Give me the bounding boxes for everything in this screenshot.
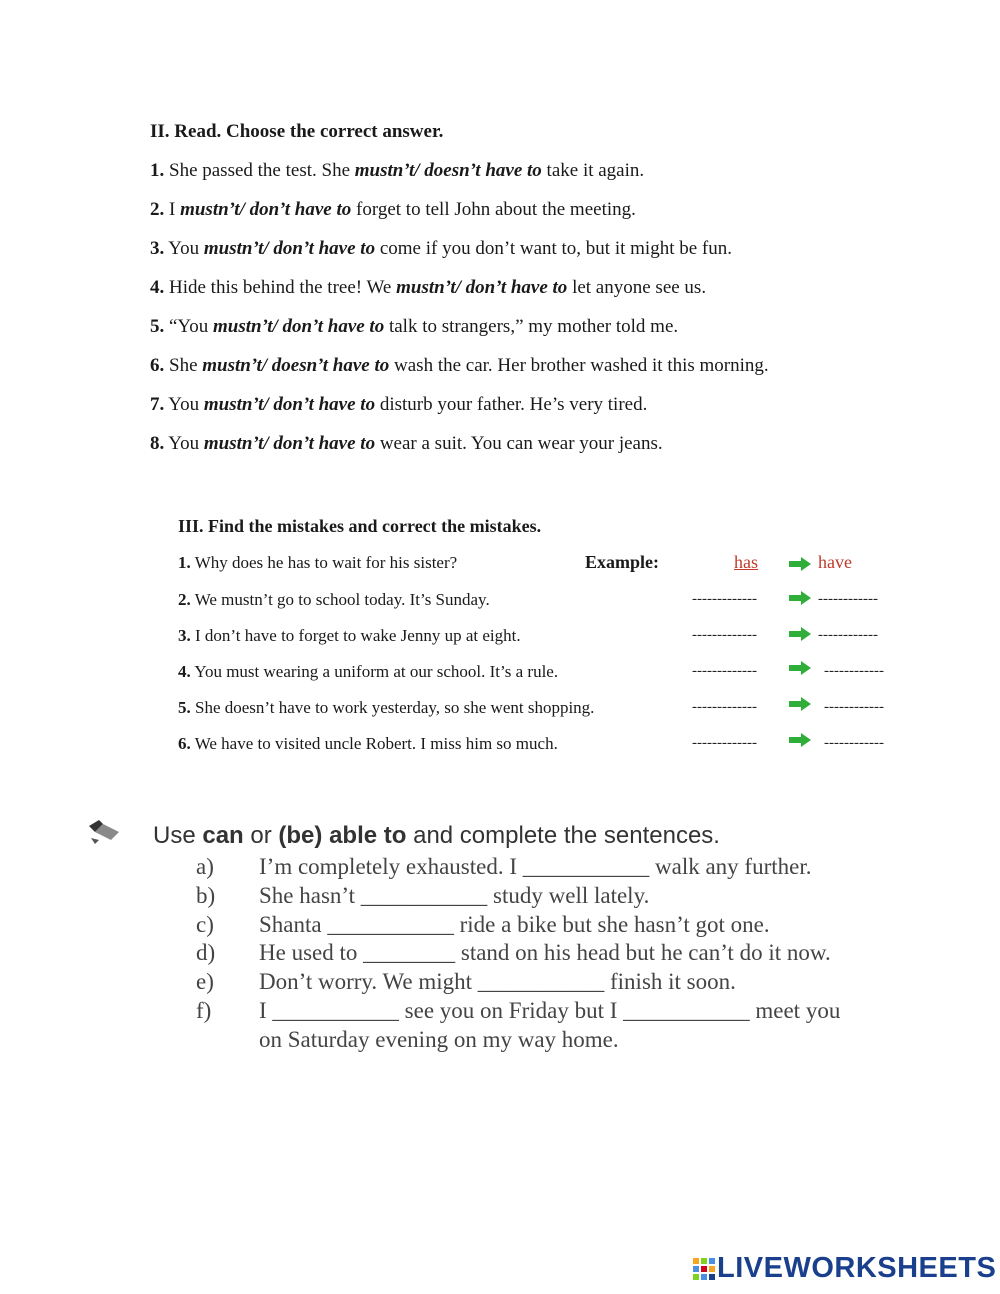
- example-wrong-word: has: [734, 552, 758, 572]
- s4-item-letter: f): [196, 998, 212, 1023]
- s3-item-3: [178, 626, 521, 646]
- s4-item-letter: c): [196, 912, 214, 937]
- item-number: 8.: [150, 433, 165, 454]
- item-options[interactable]: mustn’t/ doesn’t have to: [202, 355, 390, 376]
- item-text: I: [164, 199, 181, 220]
- item-text: You: [164, 394, 204, 415]
- s2-item-8: [150, 433, 663, 455]
- s2-item-5: [150, 316, 678, 338]
- item-text: You must wearing a uniform at our school. It’s a rule.: [190, 662, 559, 681]
- arrow-right-icon: [789, 661, 811, 675]
- s2-item-6: [150, 355, 769, 377]
- item-text: “You: [164, 316, 214, 337]
- pencil-icon: [85, 818, 123, 848]
- s2-item-7: [150, 394, 647, 416]
- item-text: disturb your father. He’s very tired.: [375, 394, 648, 415]
- s4-item-c[interactable]: Shanta ___________ ride a bike but she hasn’t got one.: [259, 912, 770, 937]
- item-text: You: [164, 238, 204, 259]
- arrow-right-icon: [789, 591, 811, 605]
- s2-item-4: [150, 277, 706, 299]
- item-text: come if you don’t want to, but it might be fun.: [375, 238, 732, 259]
- item-text: You: [164, 433, 204, 454]
- s2-item-1: [150, 160, 644, 182]
- answer-blank-correct[interactable]: ------------: [824, 699, 884, 715]
- answer-blank-correct[interactable]: ------------: [818, 627, 878, 643]
- s3-item-6: [178, 734, 558, 754]
- item-text: Why does he has to wait for his sister?: [190, 553, 458, 572]
- s3-item-5: [178, 698, 594, 718]
- answer-blank-correct[interactable]: ------------: [818, 591, 878, 607]
- s3-item-2: [178, 590, 490, 610]
- answer-blank-wrong[interactable]: -------------: [692, 735, 757, 751]
- s4-item-a[interactable]: I’m completely exhausted. I ___________ walk any further.: [259, 854, 812, 879]
- item-text: take it again.: [541, 160, 645, 181]
- item-number: 4.: [178, 662, 191, 681]
- item-number: 1.: [178, 553, 191, 572]
- item-number: 1.: [150, 160, 165, 181]
- item-text: I don’t have to forget to wake Jenny up at eight.: [190, 626, 521, 645]
- s2-item-3: [150, 238, 732, 260]
- s4-item-letter: d): [196, 940, 216, 965]
- item-text: wear a suit. You can wear your jeans.: [375, 433, 663, 454]
- item-number: 7.: [150, 394, 165, 415]
- s4-item-b[interactable]: She hasn’t ___________ study well lately.: [259, 883, 650, 908]
- s4-item-letter: b): [196, 883, 216, 908]
- item-text: talk to strangers,” my mother told me.: [384, 316, 679, 337]
- item-options[interactable]: mustn’t/ don’t have to: [213, 316, 385, 337]
- s4-item-e[interactable]: Don’t worry. We might ___________ finish it soon.: [259, 969, 736, 994]
- item-text: wash the car. Her brother washed it this morning.: [389, 355, 769, 376]
- s4-item-letter: a): [196, 854, 214, 879]
- s3-item-1: [178, 553, 457, 573]
- item-number: 2.: [150, 199, 165, 220]
- section-2-title: II. Read. Choose the correct answer.: [150, 121, 444, 142]
- item-options[interactable]: mustn’t/ don’t have to: [203, 238, 376, 259]
- answer-blank-correct[interactable]: ------------: [824, 735, 884, 751]
- item-number: 5.: [150, 316, 165, 337]
- item-options[interactable]: mustn’t/ don’t have to: [180, 199, 352, 220]
- example-correct-word: have: [818, 552, 852, 572]
- item-text: She doesn’t have to work yesterday, so she went shopping.: [190, 698, 595, 717]
- s4-item-f-continued: on Saturday evening on my way home.: [259, 1027, 619, 1052]
- liveworksheets-logo-icon: [693, 1258, 715, 1280]
- item-number: 5.: [178, 698, 191, 717]
- s4-item-d[interactable]: He used to ________ stand on his head but he can’t do it now.: [259, 940, 831, 965]
- arrow-right-icon: [789, 697, 811, 711]
- item-number: 3.: [150, 238, 165, 259]
- item-number: 6.: [150, 355, 165, 376]
- item-options[interactable]: mustn’t/ doesn’t have to: [354, 160, 542, 181]
- item-number: 4.: [150, 277, 165, 298]
- item-text: Hide this behind the tree! We: [164, 277, 397, 298]
- answer-blank-wrong[interactable]: -------------: [692, 663, 757, 679]
- item-number: 6.: [178, 734, 191, 753]
- liveworksheets-logo[interactable]: LIVEWORKSHEETS: [717, 1252, 997, 1284]
- s3-item-4: [178, 662, 558, 682]
- item-number: 2.: [178, 590, 191, 609]
- arrow-right-icon: [789, 627, 811, 641]
- item-options[interactable]: mustn’t/ don’t have to: [203, 394, 376, 415]
- answer-blank-correct[interactable]: ------------: [824, 663, 884, 679]
- answer-blank-wrong[interactable]: -------------: [692, 699, 757, 715]
- answer-blank-wrong[interactable]: -------------: [692, 627, 757, 643]
- section-3-title: III. Find the mistakes and correct the mistakes.: [178, 516, 542, 536]
- example-label: Example:: [585, 552, 659, 572]
- item-text: let anyone see us.: [567, 277, 707, 298]
- arrow-right-icon: [789, 733, 811, 747]
- arrow-right-icon: [789, 557, 811, 571]
- item-options[interactable]: mustn’t/ don’t have to: [203, 433, 376, 454]
- s4-item-f[interactable]: I ___________ see you on Friday but I ___________ meet you: [259, 998, 841, 1023]
- item-number: 3.: [178, 626, 191, 645]
- item-options[interactable]: mustn’t/ don’t have to: [396, 277, 568, 298]
- section-4-heading: Use can or (be) able to and complete the sentences.: [153, 822, 720, 849]
- item-text: She passed the test. She: [164, 160, 355, 181]
- answer-blank-wrong[interactable]: -------------: [692, 591, 757, 607]
- s4-item-letter: e): [196, 969, 214, 994]
- item-text: We have to visited uncle Robert. I miss him so much.: [190, 734, 558, 753]
- s2-item-2: [150, 199, 636, 221]
- item-text: She: [164, 355, 203, 376]
- item-text: We mustn’t go to school today. It’s Sunday.: [190, 590, 490, 609]
- item-text: forget to tell John about the meeting.: [351, 199, 636, 220]
